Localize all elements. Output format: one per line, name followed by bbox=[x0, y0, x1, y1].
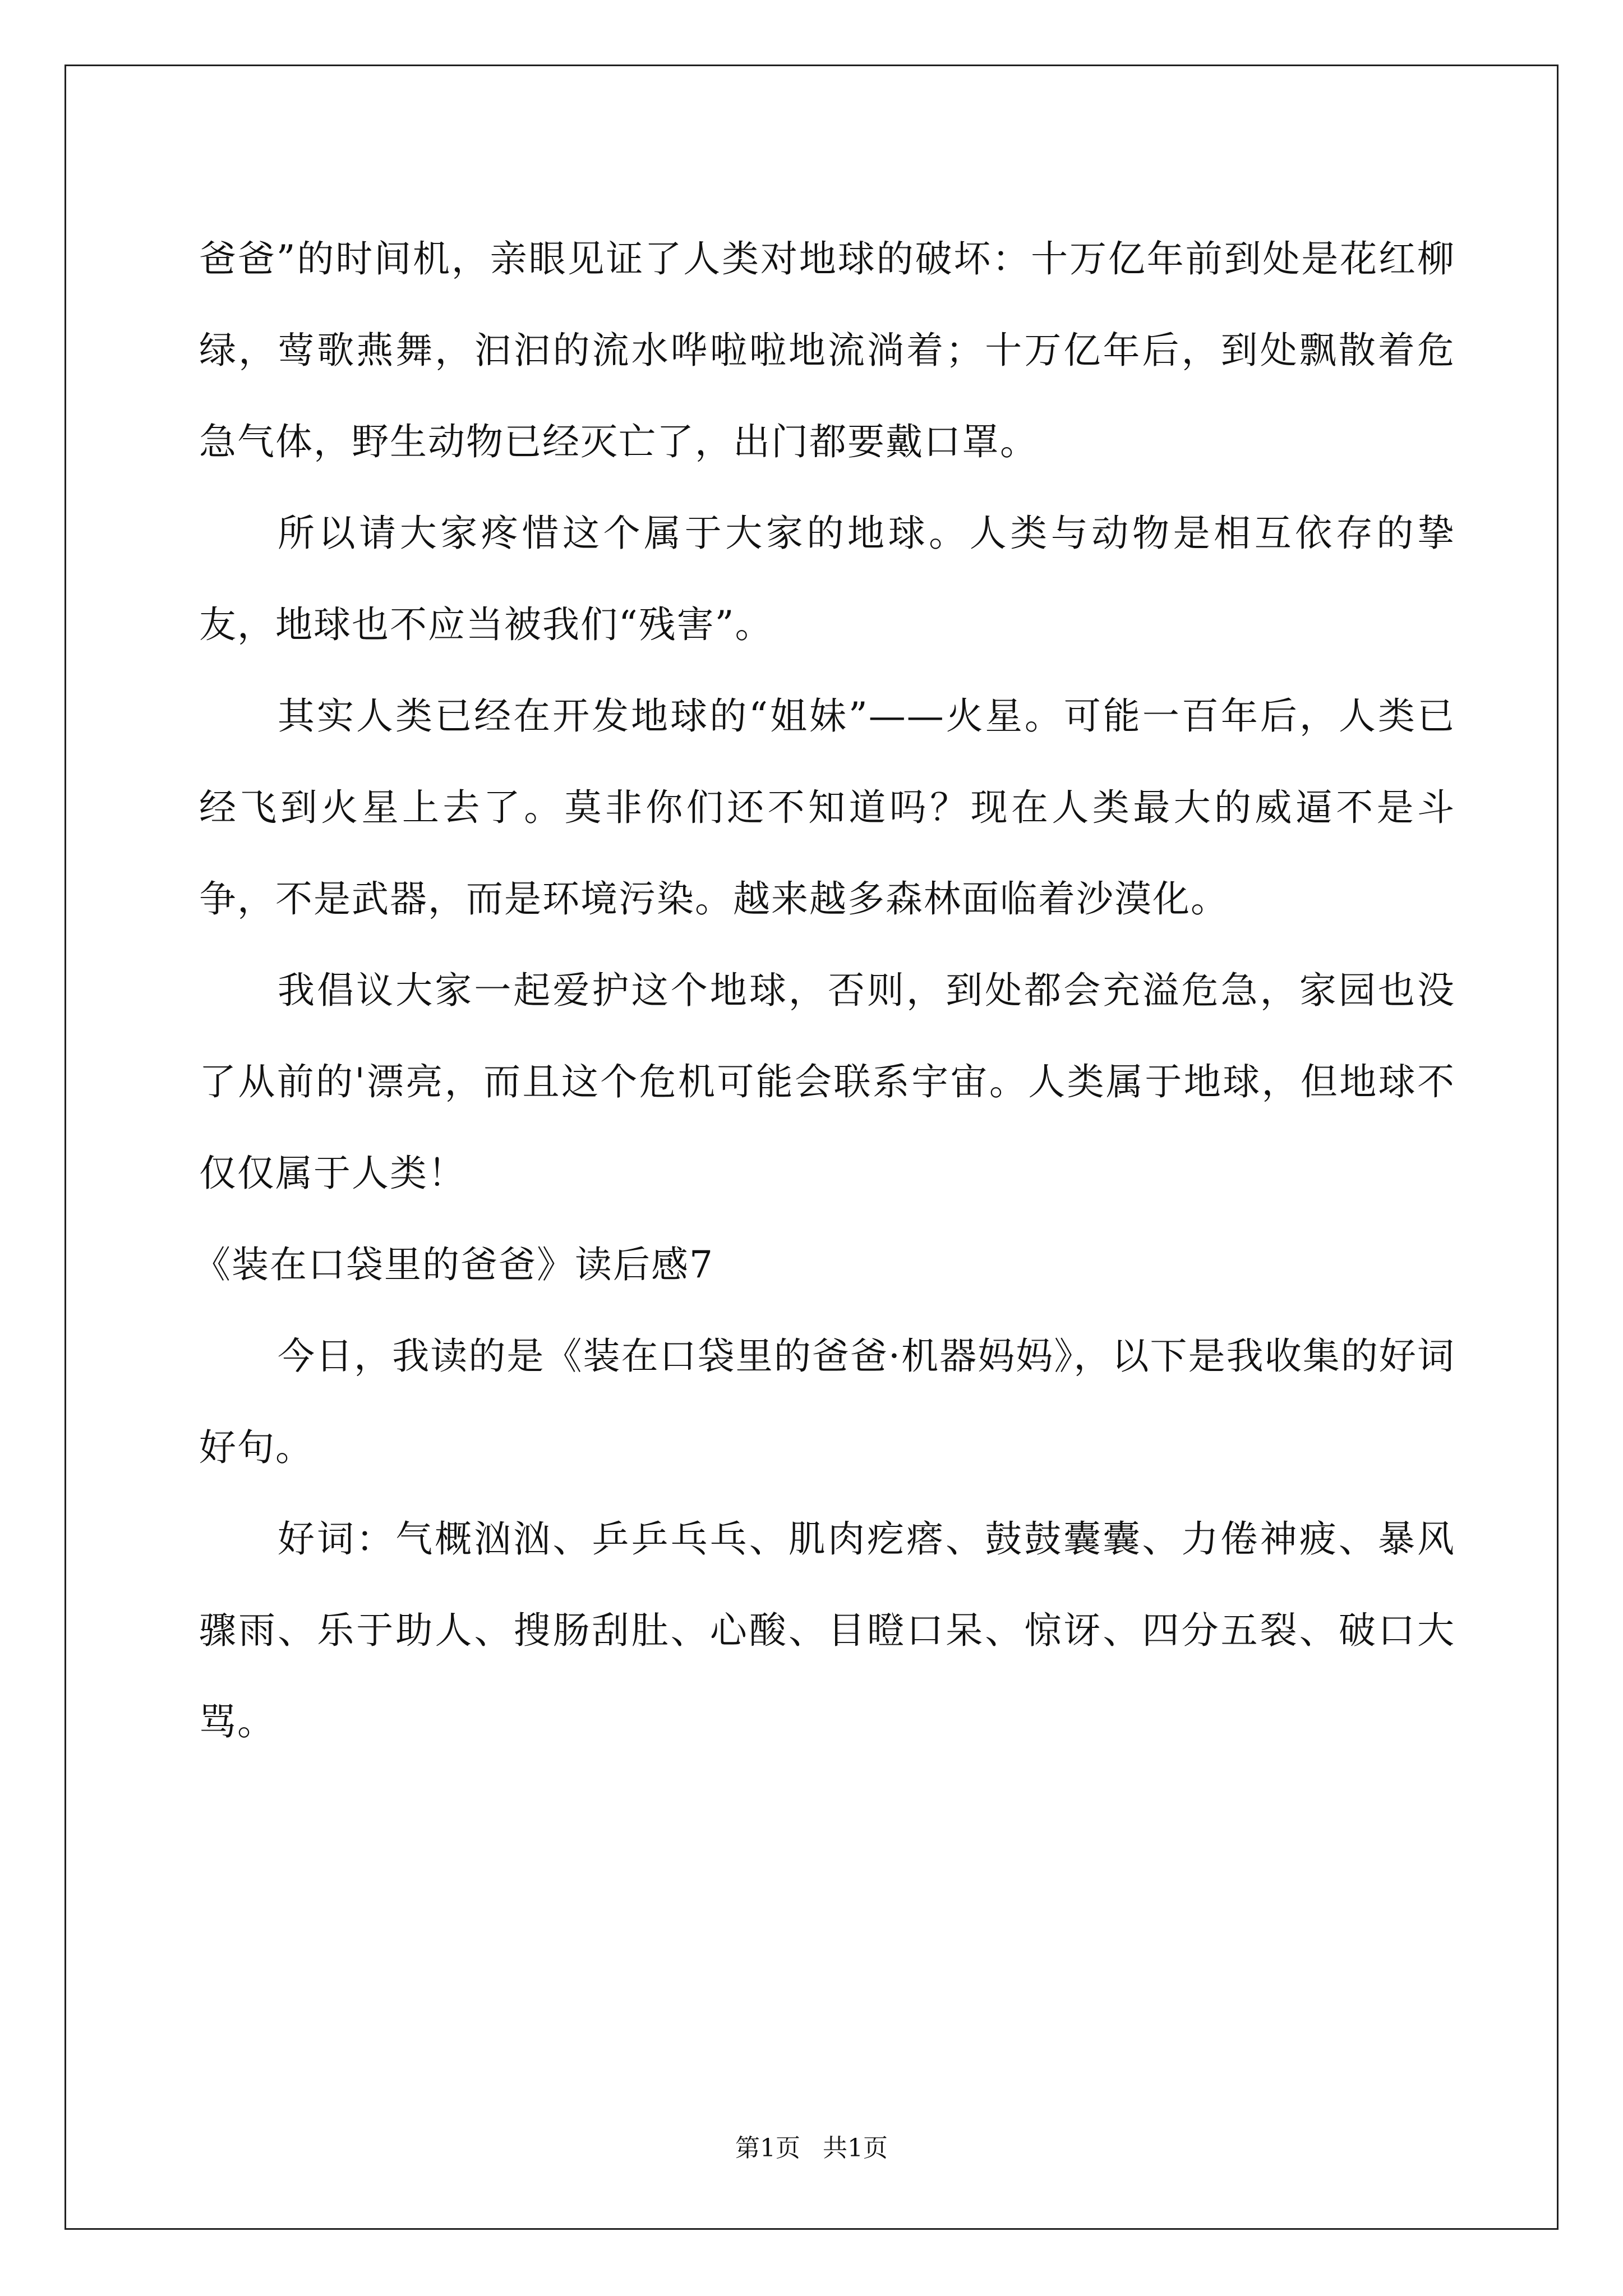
paragraph: 我倡议大家一起爱护这个地球，否则，到处都会充溢危急，家园也没了从前的'漂亮，而且这个危机可能会联系宇宙。人类属于地球，但地球不仅仅属于人类！ bbox=[199, 969, 1455, 1195]
page-number: 第1页 bbox=[735, 2134, 800, 2162]
page-footer bbox=[0, 2132, 1623, 2165]
page-total: 共1页 bbox=[823, 2134, 888, 2162]
paragraph: 爸爸”的时间机，亲眼见证了人类对地球的破坏：十万亿年前到处是花红柳绿，莺歌燕舞，汩汩的流水哗啦啦地流淌着；十万亿年后，到处飘散着危急气体，野生动物已经灭亡了，出门都要戴口罩。 bbox=[199, 237, 1455, 463]
paragraph: 其实人类已经在开发地球的“姐妹”——火星。可能一百年后，人类已经飞到火星上去了。莫非你们还不知道吗？现在人类最大的威逼不是斗争，不是武器，而是环境污染。越来越多森林面临着沙漠化。 bbox=[199, 694, 1455, 921]
document-body bbox=[193, 213, 1455, 1768]
paragraph: 今日，我读的是《装在口袋里的爸爸·机器妈妈》，以下是我收集的好词好句。 bbox=[199, 1335, 1455, 1469]
section-heading: 《装在口袋里的爸爸》读后感7 bbox=[193, 1243, 714, 1286]
paragraph: 好词：气概汹汹、乒乒乓乓、肌肉疙瘩、鼓鼓囊囊、力倦神疲、暴风骤雨、乐于助人、搜肠刮肚、心酸、目瞪口呆、惊讶、四分五裂、破口大骂。 bbox=[199, 1517, 1455, 1743]
paragraph: 所以请大家疼惜这个属于大家的地球。人类与动物是相互依存的挚友，地球也不应当被我们“残害”。 bbox=[199, 512, 1455, 646]
